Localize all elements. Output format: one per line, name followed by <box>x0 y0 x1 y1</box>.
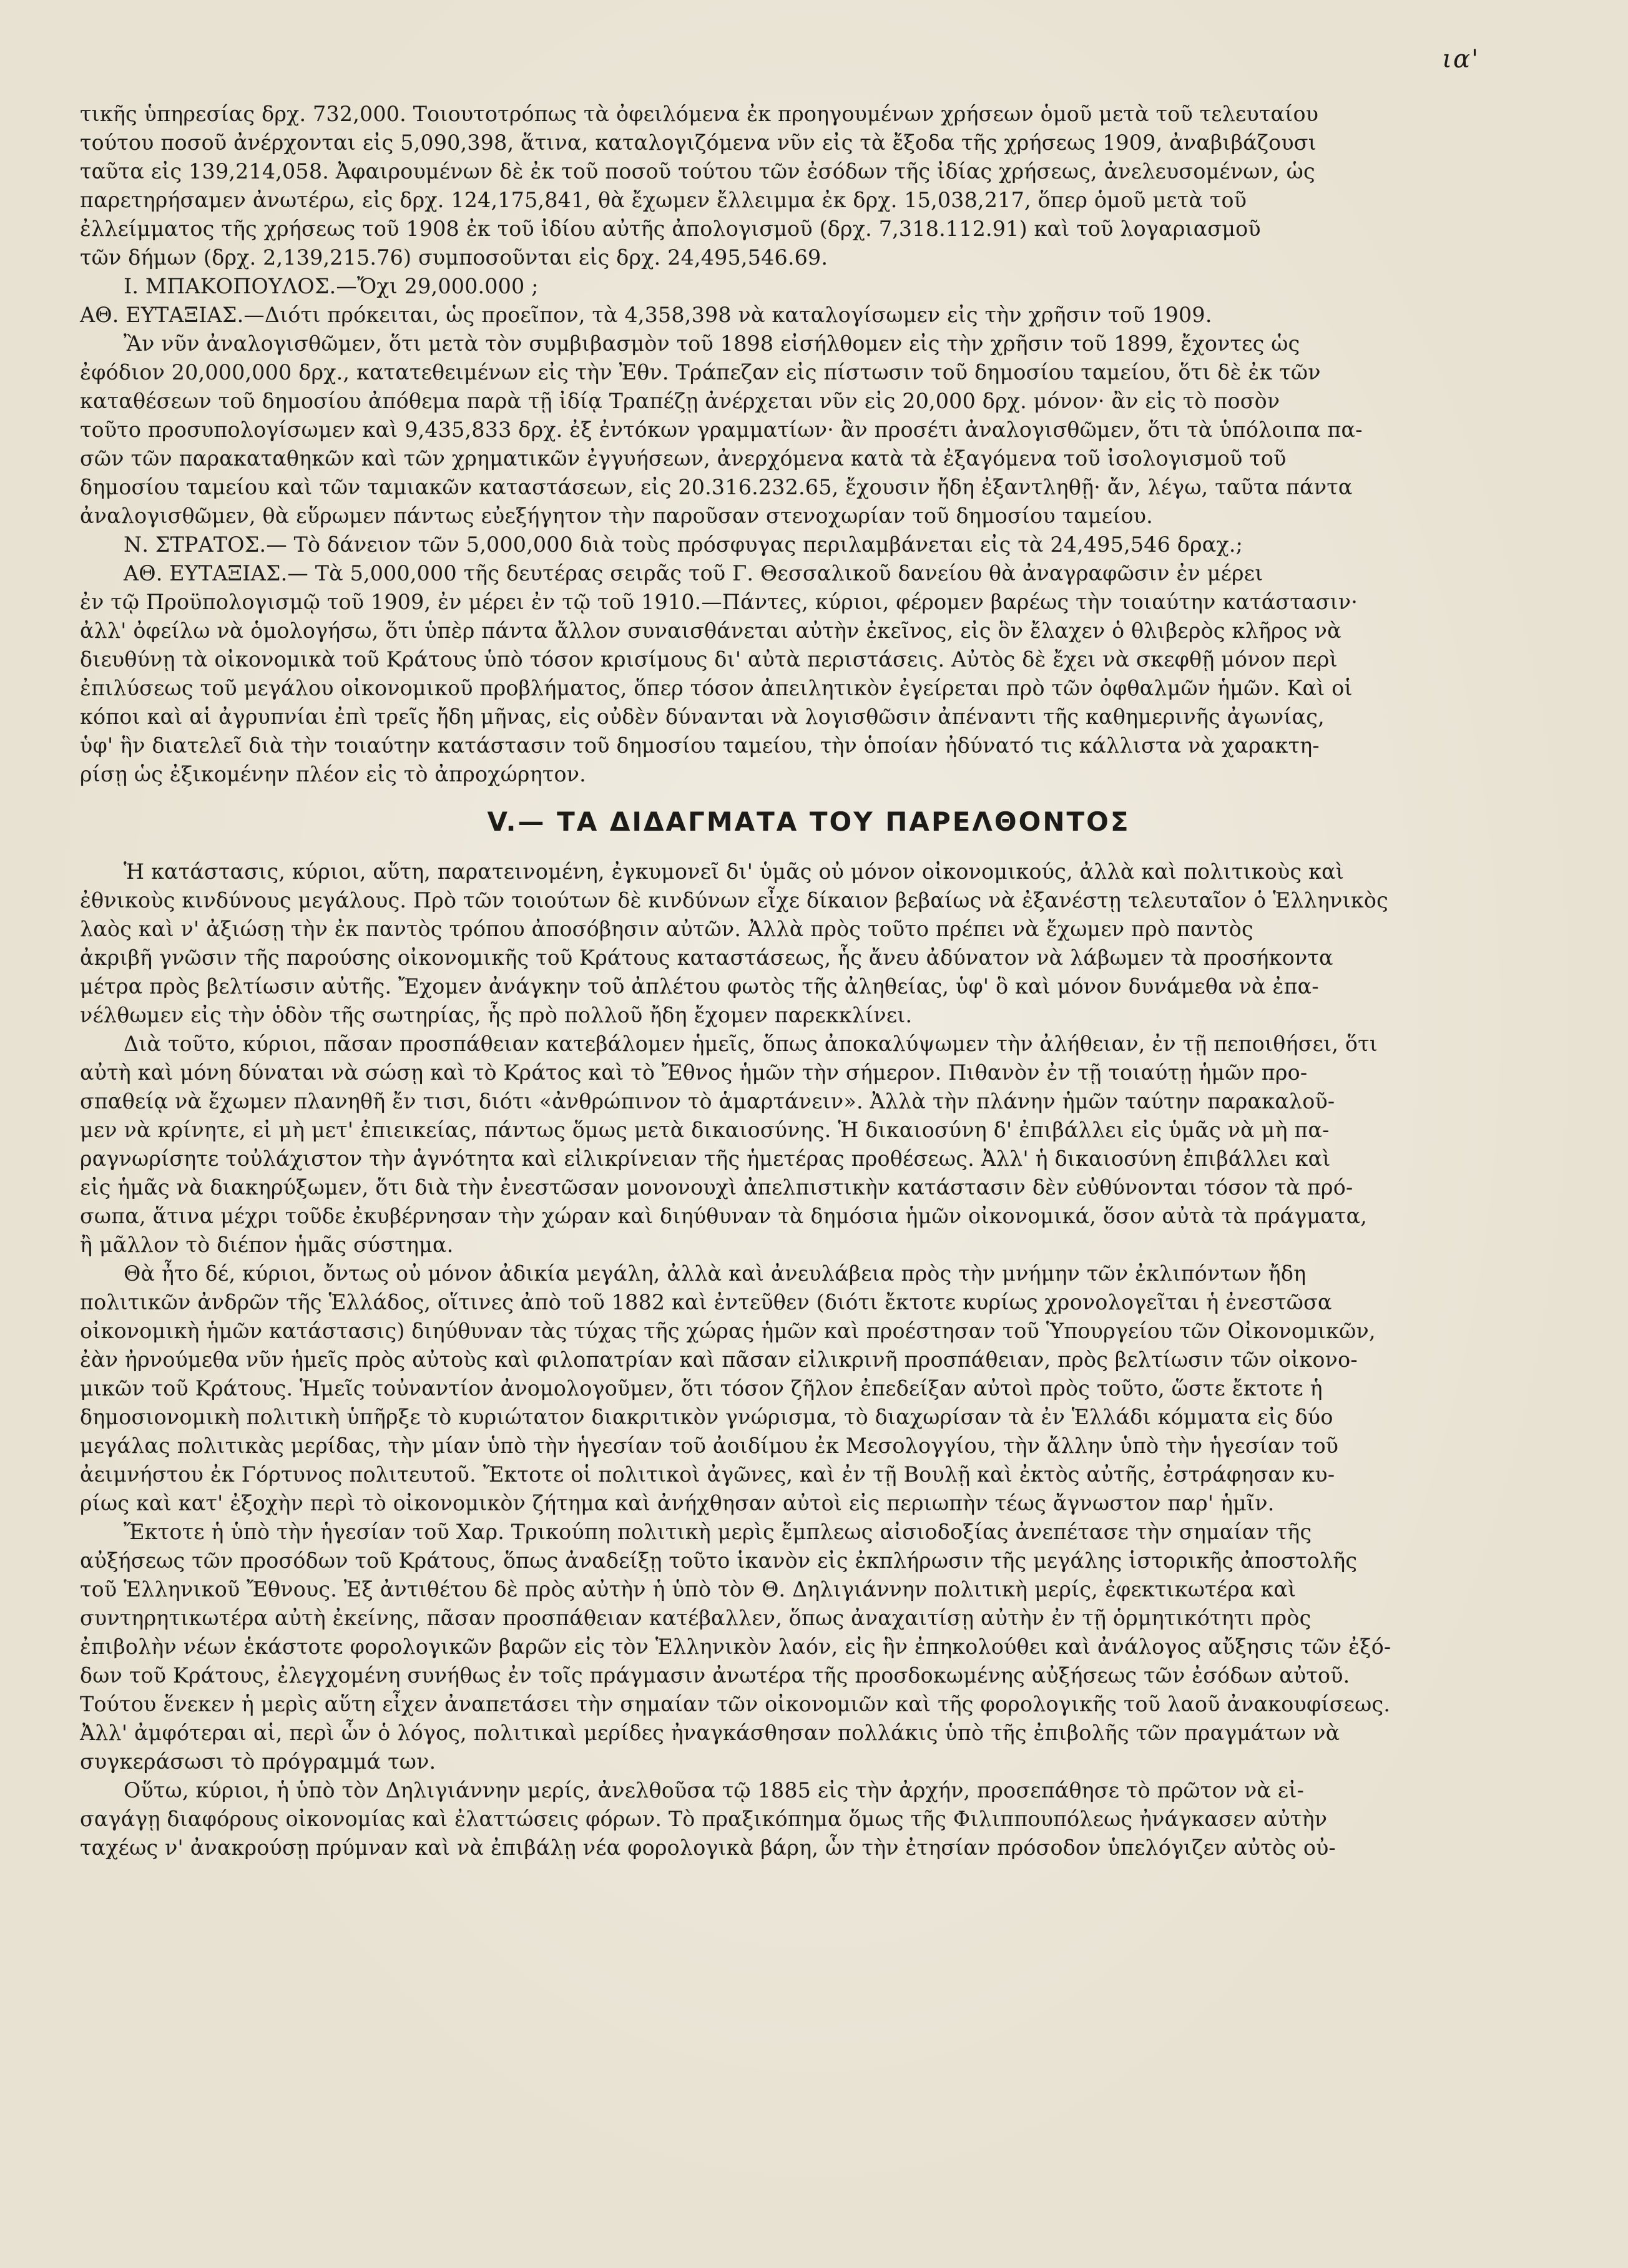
speaker-line: Ν. ΣΤΡΑΤΟΣ.— Τὸ δάνειον τῶν 5,000,000 διὰ τοὺς πρόσφυγας περιλαμβάνεται εἰς τὰ 24,495,546 δραχ.; <box>124 532 1243 557</box>
text-line: ἐθνικοὺς κινδύνους μεγάλους. Πρὸ τῶν τοιούτων δὲ κινδύνων εἶχε δίκαιον βεβαίως νὰ ἐξανέστῃ τελευταῖον ὁ Ἑλληνικὸς <box>80 888 1388 912</box>
text-line: Ἂν νῦν ἀναλογισθῶμεν, ὅτι μετὰ τὸν συμβιβασμὸν τοῦ 1898 εἰσήλθομεν εἰς τὴν χρῆσιν τοῦ 1899, ἔχοντες ὡς <box>124 331 1300 356</box>
text-line: ρίως καὶ κατ' ἐξοχὴν περὶ τὸ οἰκονομικὸν ζήτημα καὶ ἀνήχθησαν αὐτοὶ εἰς περιωπὴν τέως ἄγνωστον παρ' ἡμῖν. <box>80 1491 1275 1515</box>
text-line: ταχέως ν' ἀνακρούσῃ πρύμναν καὶ νὰ ἐπιβάλῃ νέα φορολογικὰ βάρη, ὧν τὴν ἐτησίαν πρόσοδον ὑπελόγιζεν αὐτὸς οὐ- <box>80 1835 1336 1860</box>
text-line: ἐπιβολὴν νέων ἑκάστοτε φορολογικῶν βαρῶν εἰς τὸν Ἑλληνικὸν λαόν, εἰς ἣν ἐπηκολούθει καὶ ἀνάλογος αὔξησις τῶν ἐξό- <box>80 1635 1391 1659</box>
text-line: Θὰ ἦτο δέ, κύριοι, ὄντως οὐ μόνον ἀδικία μεγάλη, ἀλλὰ καὶ ἀνευλάβεια πρὸς τὴν μνήμην τῶν ἐκλιπόντων ἤδη <box>124 1261 1307 1286</box>
text-line: πολιτικῶν ἀνδρῶν τῆς Ἑλλάδος, οἵτινες ἀπὸ τοῦ 1882 καὶ ἐντεῦθεν (διότι ἔκτοτε κυρίως χρονολογεῖται ἡ ἐνεστῶσα <box>80 1290 1332 1314</box>
text-line: ἀειμνήστου ἐκ Γόρτυνος πολιτευτοῦ. Ἔκτοτε οἱ πολιτικοὶ ἀγῶνες, καὶ ἐν τῇ Βουλῇ καὶ ἐκτὸς αὐτῆς, ἐστράφησαν κυ- <box>80 1462 1335 1487</box>
text-line: σῶν τῶν παρακαταθηκῶν καὶ τῶν χρηματικῶν ἐγγυήσεων, ἀνερχόμενα κατὰ τὰ ἐξαγόμενα τοῦ ἰσολογισμοῦ τοῦ <box>80 446 1287 471</box>
text-line: τικῆς ὑπηρεσίας δρχ. 732,000. Τοιουτοτρόπως τὰ ὀφειλόμενα ἐκ προηγουμένων χρήσεων ὁμοῦ μετὰ τοῦ τελευταίου <box>80 102 1319 126</box>
text-line: Ἀλλ' ἀμφότεραι αἱ, περὶ ὧν ὁ λόγος, πολιτικαὶ μερίδες ἠναγκάσθησαν πολλάκις ὑπὸ τῆς ἐπιβολῆς τῶν πραγμάτων νὰ <box>80 1721 1340 1745</box>
text-line: σπαθείᾳ νὰ ἔχωμεν πλανηθῆ ἔν τισι, διότι «ἀνθρώπινον τὸ ἁμαρτάνειν». Ἀλλὰ τὴν πλάνην ἡμῶν ταύτην παρακαλοῦ- <box>80 1089 1335 1113</box>
text-line: κόποι καὶ αἱ ἀγρυπνίαι ἐπὶ τρεῖς ἤδη μῆνας, εἰς οὐδὲν δύνανται νὰ λογισθῶσιν ἀπέναντι τῆς καθημερινῆς ἀγωνίας, <box>80 705 1325 729</box>
text-line: διευθύνῃ τὰ οἰκονομικὰ τοῦ Κράτους ὑπὸ τόσον κρισίμους δι' αὐτὰ περιστάσεις. Αὐτὸς δὲ ἔχει νὰ σκεφθῇ μόνον περὶ <box>80 647 1338 672</box>
text-line: ἐν τῷ Προϋπολογισμῷ τοῦ 1909, ἐν μέρει ἐν τῷ τοῦ 1910.—Πάντες, κύριοι, φέρομεν βαρέως τὴν τοιαύτην κατάστασιν· <box>80 590 1358 614</box>
text-line: τοῦ Ἑλληνικοῦ Ἔθνους. Ἐξ ἀντιθέτου δὲ πρὸς αὐτὴν ἡ ὑπὸ τὸν Θ. Δηλιγιάννην πολιτικὴ μερίς, ἐφεκτικωτέρα καὶ <box>80 1577 1297 1601</box>
speaker-line: ΑΘ. ΕΥΤΑΞΙΑΣ.— Τὰ 5,000,000 τῆς δευτέρας σειρᾶς τοῦ Γ. Θεσσαλικοῦ δανείου θὰ ἀναγραφῶσιν ἐν μέρει <box>124 561 1263 585</box>
text-line: τοῦτο προσυπολογίσωμεν καὶ 9,435,833 δρχ. ἐξ ἐντόκων γραμματίων· ἂν προσέτι ἀναλογισθῶμεν, ὅτι τὰ ὑπόλοιπα πα- <box>80 418 1363 442</box>
text-line: συγκεράσωσι τὸ πρόγραμμά των. <box>80 1749 436 1774</box>
text-line: ἀλλ' ὀφείλω νὰ ὁμολογήσω, ὅτι ὑπὲρ πάντα ἄλλον συναισθάνεται αὐτὴν ἐκεῖνος, εἰς ὃν ἔλαχεν ὁ θλιβερὸς κλῆρος νὰ <box>80 618 1341 643</box>
text-line: ραγνωρίσητε τοὐλάχιστον τὴν ἁγνότητα καὶ εἰλικρίνειαν τῆς ἡμετέρας προθέσεως. Ἀλλ' ἡ δικαιοσύνη ἐπιβάλλει καὶ <box>80 1146 1331 1171</box>
text-line: ὑφ' ἣν διατελεῖ διὰ τὴν τοιαύτην κατάστασιν τοῦ δημοσίου ταμείου, τὴν ὁποίαν ἠδύνατό τις κάλλιστα νὰ χαρακτη- <box>80 733 1320 758</box>
text-line: δημοσίου ταμείου καὶ τῶν ταμιακῶν καταστάσεων, εἰς 20.316.232.65, ἔχουσιν ἤδη ἐξαντληθῇ· ἄν, λέγω, ταῦτα πάντα <box>80 475 1353 499</box>
text-line: καταθέσεων τοῦ δημοσίου ἀπόθεμα παρὰ τῇ ἰδίᾳ Τραπέζῃ ἀνέρχεται νῦν εἰς 20,000 δρχ. μόνον· ἂν εἰς τὸ ποσὸν <box>80 389 1280 413</box>
text-line: ἐλλείμματος τῆς χρήσεως τοῦ 1908 ἐκ τοῦ ἰδίου αὐτῆς ἀπολογισμοῦ (δρχ. 7,318.112.91) καὶ τοῦ λογαριασμοῦ <box>80 217 1261 241</box>
text-line: ταῦτα εἰς 139,214,058. Ἀφαιρουμένων δὲ ἐκ τοῦ ποσοῦ τούτου τῶν ἐσόδων τῆς ἰδίας χρήσεως, ἀνελευσομένων, ὡς <box>80 159 1315 183</box>
text-line: οἰκονομικὴ ἡμῶν κατάστασις) διηύθυναν τὰς τύχας τῆς χώρας ἡμῶν καὶ προέστησαν τοῦ Ὑπουργείου τῶν Οἰκονομικῶν, <box>80 1319 1376 1343</box>
text-line: ἢ μᾶλλον τὸ διέπον ἡμᾶς σύστημα. <box>80 1233 454 1257</box>
text-line: αὐτὴ καὶ μόνη δύναται νὰ σώσῃ καὶ τὸ Κράτος καὶ τὸ Ἔθνος ἡμῶν τὴν σήμερον. Πιθανὸν ἐν τῇ τοιαύτῃ ἡμῶν προ- <box>80 1060 1308 1085</box>
text-line: δων τοῦ Κράτους, ἐλεγχομένη συνήθως ἐν τοῖς πράγμασιν ἀνωτέρα τῆς προσδοκωμένης αὐξήσεως τῶν ἐσόδων αὐτοῦ. <box>80 1663 1350 1688</box>
text-line: Οὕτω, κύριοι, ἡ ὑπὸ τὸν Δηλιγιάννην μερίς, ἀνελθοῦσα τῷ 1885 εἰς τὴν ἀρχήν, προσεπάθησε τὸ πρῶτον νὰ εἰ- <box>124 1778 1305 1802</box>
section-heading: V.— ΤΑ ΔΙΔΑΓΜΑΤΑ ΤΟΥ ΠΑΡΕΛΘΟΝΤΟΣ <box>487 806 1130 837</box>
text-line: νέλθωμεν εἰς τὴν ὁδὸν τῆς σωτηρίας, ἧς πρὸ πολλοῦ ἤδη ἔχομεν παρεκκλίνει. <box>80 1003 913 1027</box>
text-line: ἐπιλύσεως τοῦ μεγάλου οἰκονομικοῦ προβλήματος, ὅπερ τόσον ἀπειλητικὸν ἐγείρεται πρὸ τῶν ὀφθαλμῶν ἡμῶν. Καὶ οἱ <box>80 676 1353 700</box>
text-line: τούτου ποσοῦ ἀνέρχονται εἰς 5,090,398, ἅτινα, καταλογιζόμενα νῦν εἰς τὰ ἔξοδα τῆς χρήσεως 1909, ἀναβιβάζουσι <box>80 130 1317 155</box>
text-line: αὐξήσεως τῶν προσόδων τοῦ Κράτους, ὅπως ἀναδείξῃ τοῦτο ἱκανὸν εἰς ἐκπλήρωσιν τῆς μεγάλης ἱστορικῆς ἀποστολῆς <box>80 1548 1358 1573</box>
text-line: Ἡ κατάστασις, κύριοι, αὕτη, παρατεινομένη, ἐγκυμονεῖ δι' ὑμᾶς οὐ μόνον οἰκονομικούς, ἀλλὰ καὶ πολιτικοὺς καὶ <box>124 859 1345 884</box>
text-line: ἀναλογισθῶμεν, θὰ εὕρωμεν πάντως εὐεξήγητον τὴν παροῦσαν στενοχωρίαν τοῦ δημοσίου ταμείου. <box>80 504 1153 528</box>
text-line: μεν νὰ κρίνητε, εἰ μὴ μετ' ἐπιεικείας, πάντως ὅμως μετὰ δικαιοσύνης. Ἡ δικαιοσύνη δ' ἐπιβάλλει εἰς ὑμᾶς νὰ μὴ πα- <box>80 1118 1330 1142</box>
text-line: μικῶν τοῦ Κράτους. Ἡμεῖς τοὐναντίον ἀνομολογοῦμεν, ὅτι τόσον ζῆλον ἐπεδείξαν αὐτοὶ πρὸς τοῦτο, ὥστε ἔκτοτε ἡ <box>80 1376 1323 1400</box>
text-line: σωπα, ἅτινα μέχρι τοῦδε ἐκυβέρνησαν τὴν χώραν καὶ διηύθυναν τὰ δημόσια ἡμῶν οἰκονομικά, ὅσον αὐτὰ τὰ πράγματα, <box>80 1204 1368 1228</box>
text-line: Ἔκτοτε ἡ ὑπὸ τὴν ἡγεσίαν τοῦ Χαρ. Τρικούπη πολιτικὴ μερὶς ἔμπλεως αἰσιοδοξίας ἀνεπέτασε τὴν σημαίαν τῆς <box>124 1520 1312 1544</box>
text-line: δημοσιονομικὴ πολιτικὴ ὑπῆρξε τὸ κυριώτατον διακριτικὸν γνώρισμα, τὸ διαχωρίσαν τὰ ἐν Ἑλλάδι κόμματα εἰς δύο <box>80 1405 1333 1429</box>
speaker-line: ΑΘ. ΕΥΤΑΞΙΑΣ.—Διότι πρόκειται, ὡς προεῖπον, τὰ 4,358,398 νὰ καταλογίσωμεν εἰς τὴν χρῆσιν τοῦ 1909. <box>80 303 1212 327</box>
text-line: μέτρα πρὸς βελτίωσιν αὐτῆς. Ἔχομεν ἀνάγκην τοῦ ἀπλέτου φωτὸς τῆς ἀληθείας, ὑφ' ὃ καὶ μόνον δυνάμεθα νὰ ἐπα- <box>80 974 1319 999</box>
text-line: λαὸς καὶ ν' ἀξιώσῃ τὴν ἐκ παντὸς τρόπου ἀποσόβησιν αὐτῶν. Ἀλλὰ πρὸς τοῦτο πρέπει νὰ ἔχωμεν πρὸ παντὸς <box>80 917 1253 941</box>
page-number: ια' <box>1442 45 1479 74</box>
text-line: ἀκριβῆ γνῶσιν τῆς παρούσης οἰκονομικῆς τοῦ Κράτους καταστάσεως, ἧς ἄνευ ἀδύνατον νὰ λάβωμεν τὰ προσήκοντα <box>80 946 1333 970</box>
text-line: Διὰ τοῦτο, κύριοι, πᾶσαν προσπάθειαν κατεβάλομεν ἡμεῖς, ὅπως ἀποκαλύψωμεν τὴν ἀλήθειαν, ἐν τῇ πεποιθήσει, ὅτι <box>124 1032 1378 1056</box>
text-column <box>80 100 1463 1862</box>
text-line: ἐὰν ἠρνούμεθα νῦν ἡμεῖς πρὸς αὐτοὺς καὶ φιλοπατρίαν καὶ πᾶσαν εἰλικρινῆ προσπάθειαν, πρὸς βελτίωσιν τῶν οἰκονο- <box>80 1347 1358 1372</box>
text-line: Τούτου ἕνεκεν ἡ μερὶς αὕτη εἶχεν ἀναπετάσει τὴν σημαίαν τῶν οἰκονομιῶν καὶ τῆς φορολογικῆς τοῦ λαοῦ ἀνακουφίσεως. <box>80 1692 1391 1716</box>
text-line: εἰς ἡμᾶς νὰ διακηρύξωμεν, ὅτι διὰ τὴν ἐνεστῶσαν μονονουχὶ ἀπελπιστικὴν κατάστασιν δὲν εὐθύνονται τόσον τὰ πρό- <box>80 1175 1353 1200</box>
text-line: σαγάγῃ διαφόρους οἰκονομίας καὶ ἐλαττώσεις φόρων. Τὸ πραξικόπημα ὅμως τῆς Φιλιππουπόλεως ἠνάγκασεν αὐτὴν <box>80 1807 1328 1831</box>
text-line: παρετηρήσαμεν ἀνωτέρω, εἰς δρχ. 124,175,841, θὰ ἔχωμεν ἔλλειμμα ἐκ δρχ. 15,038,217, ὅπερ ὁμοῦ μετὰ τοῦ <box>80 188 1247 212</box>
text-line: μεγάλας πολιτικὰς μερίδας, τὴν μίαν ὑπὸ τὴν ἡγεσίαν τοῦ ἀοιδίμου ἐκ Μεσολογγίου, τὴν ἄλλην ὑπὸ τὴν ἡγεσίαν τοῦ <box>80 1434 1339 1458</box>
speaker-line: Ι. ΜΠΑΚΟΠΟΥΛΟΣ.—Ὄχι 29,000.000 ; <box>124 274 539 298</box>
text-line: ρίσῃ ὡς ἐξικομένην πλέον εἰς τὸ ἀπροχώρητον. <box>80 762 586 786</box>
text-line: τῶν δήμων (δρχ. 2,139,215.76) συμποσοῦνται εἰς δρχ. 24,495,546.69. <box>80 245 828 270</box>
text-line: ἐφόδιον 20,000,000 δρχ., κατατεθειμένων εἰς τὴν Ἐθν. Τράπεζαν εἰς πίστωσιν τοῦ δημοσίου ταμείου, ὅτι δὲ ἐκ τῶν <box>80 360 1321 384</box>
text-line: συντηρητικωτέρα αὐτὴ ἐκείνης, πᾶσαν προσπάθειαν κατέβαλλεν, ὅπως ἀναχαιτίσῃ αὐτὴν ἐν τῇ ὁρμητικότητι πρὸς <box>80 1606 1312 1630</box>
